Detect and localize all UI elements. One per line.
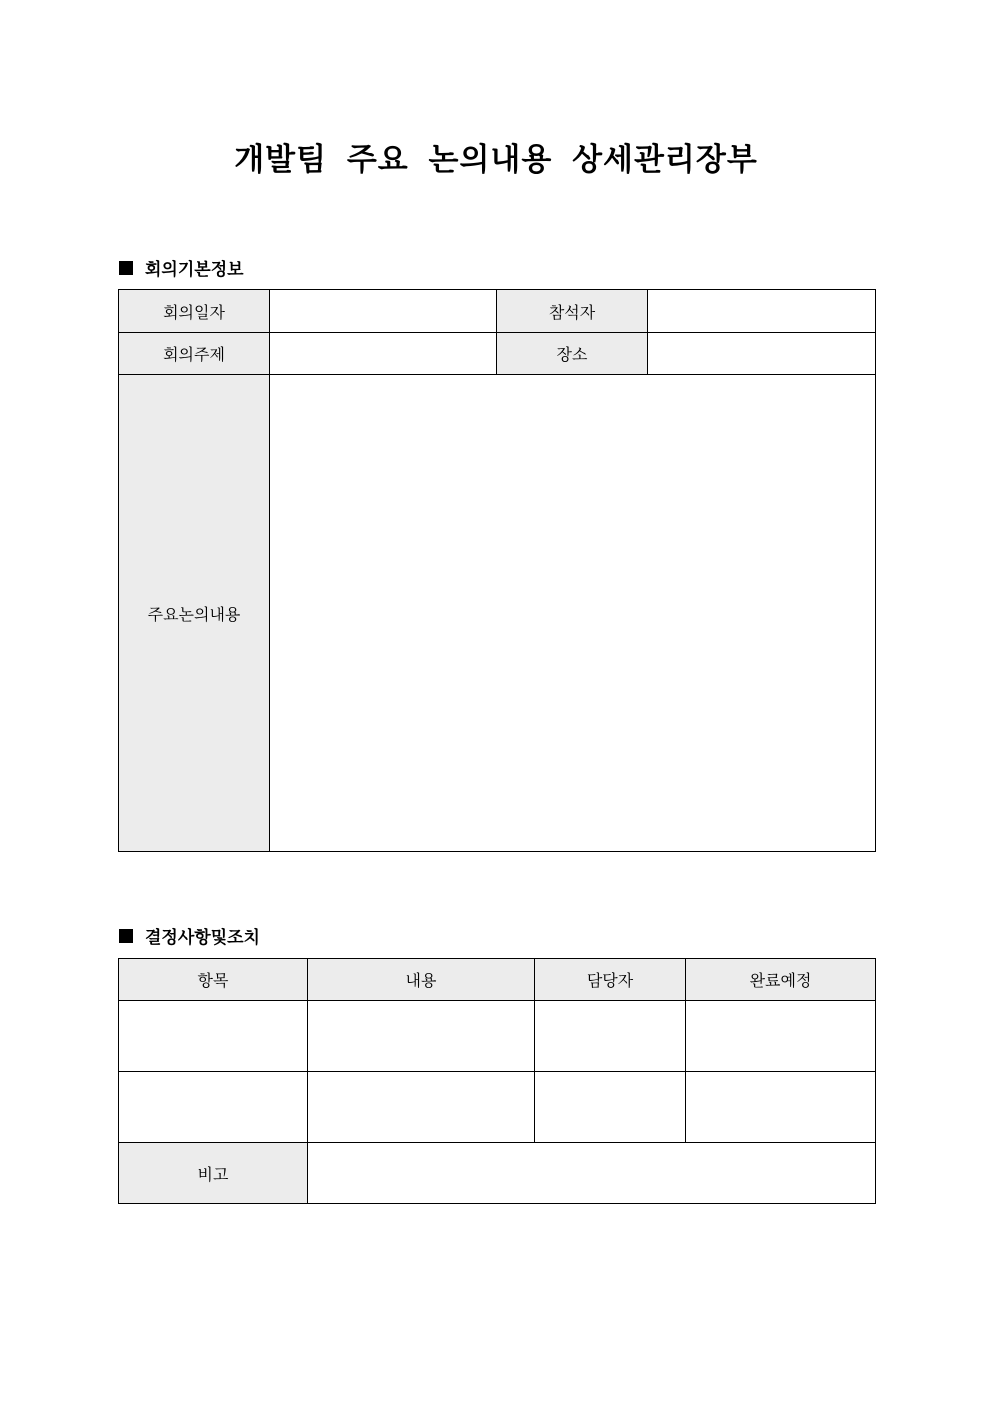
meeting-info-table <box>118 289 876 852</box>
remarks-label: 비고 <box>119 1143 308 1204</box>
document-title: 개발팀 주요 논의내용 상세관리장부 <box>234 142 758 178</box>
column-header-content: 내용 <box>308 959 535 1001</box>
location-label: 장소 <box>497 333 648 375</box>
column-header-item: 항목 <box>119 959 308 1001</box>
remarks-field[interactable] <box>308 1143 876 1204</box>
table-row <box>119 1143 876 1204</box>
table-header-row <box>119 959 876 1001</box>
column-header-due: 완료예정 <box>686 959 876 1001</box>
column-header-assignee: 담당자 <box>535 959 686 1001</box>
content-cell[interactable] <box>308 1072 535 1143</box>
meeting-subject-label: 회의주제 <box>119 333 270 375</box>
meeting-date-label: 회의일자 <box>119 290 270 333</box>
meeting-subject-field[interactable] <box>270 333 497 375</box>
decisions-heading-text: 결정사항및조치 <box>145 928 260 948</box>
content-cell[interactable] <box>308 1001 535 1072</box>
due-cell[interactable] <box>686 1072 876 1143</box>
meeting-date-field[interactable] <box>270 290 497 333</box>
decisions-heading <box>119 923 260 948</box>
assignee-cell[interactable] <box>535 1001 686 1072</box>
meeting-info-heading-text: 회의기본정보 <box>145 260 244 280</box>
assignee-cell[interactable] <box>535 1072 686 1143</box>
square-bullet-icon <box>119 261 133 275</box>
attendees-label: 참석자 <box>497 290 648 333</box>
decisions-table <box>118 958 876 1204</box>
table-row <box>119 290 876 333</box>
square-bullet-icon <box>119 929 133 943</box>
item-cell[interactable] <box>119 1072 308 1143</box>
table-row <box>119 333 876 375</box>
table-row <box>119 1072 876 1143</box>
item-cell[interactable] <box>119 1001 308 1072</box>
meeting-info-heading <box>119 255 244 280</box>
location-field[interactable] <box>648 333 876 375</box>
discussion-label: 주요논의내용 <box>119 375 270 852</box>
attendees-field[interactable] <box>648 290 876 333</box>
due-cell[interactable] <box>686 1001 876 1072</box>
discussion-field[interactable] <box>270 375 876 852</box>
table-row <box>119 1001 876 1072</box>
table-row <box>119 375 876 852</box>
